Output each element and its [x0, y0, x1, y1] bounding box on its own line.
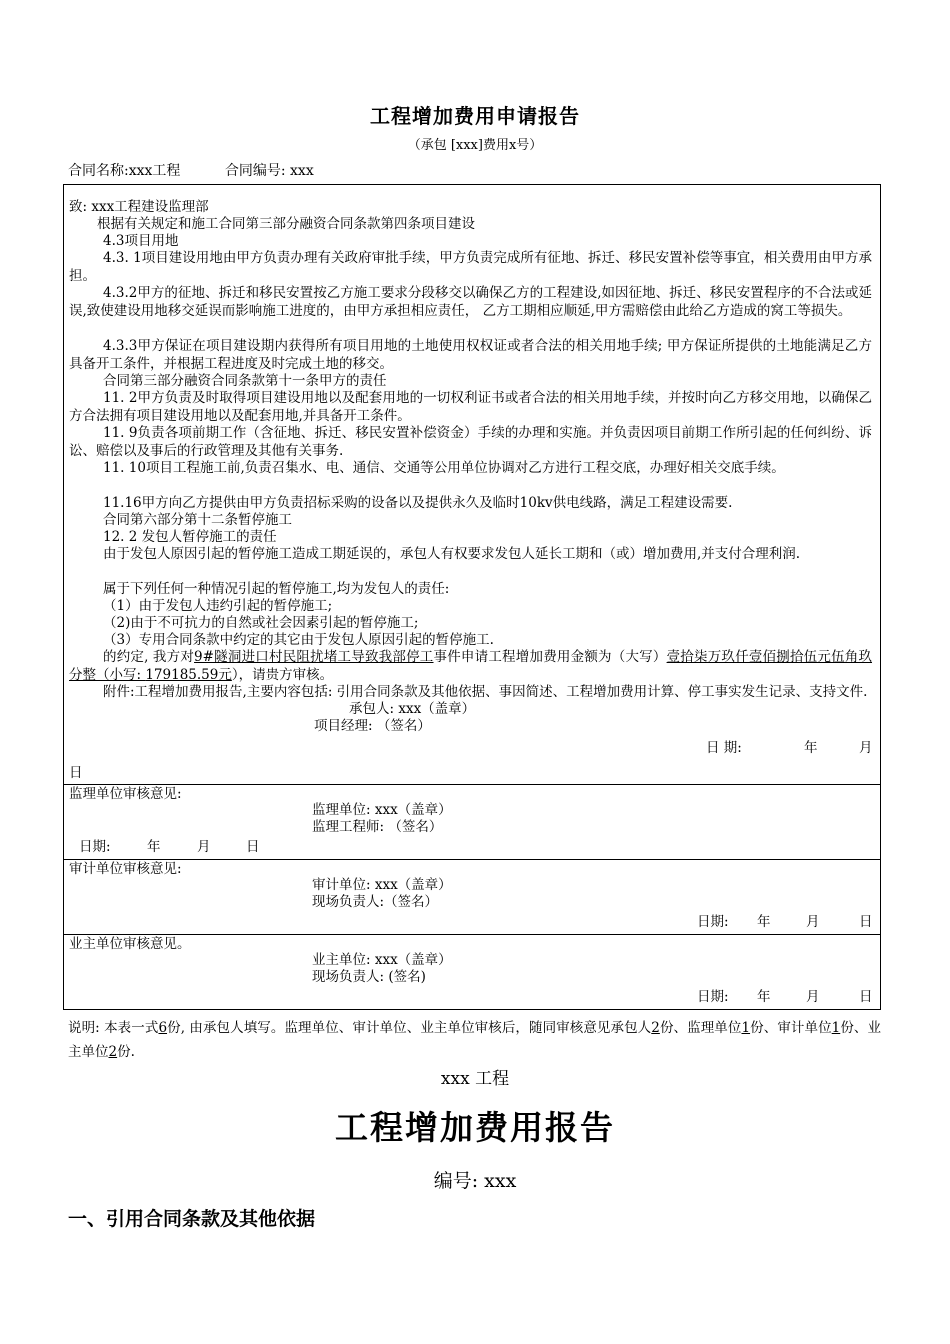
audit-label: 审计单位审核意见:: [69, 861, 182, 877]
audit-year: 年: [757, 914, 771, 930]
audit-month: 月: [806, 914, 820, 930]
owner-date-label: 日期:: [697, 989, 729, 1005]
owner-year: 年: [757, 989, 771, 1005]
project-manager-signature: 项目经理: （签名）: [314, 718, 431, 734]
audit-day: 日: [859, 914, 873, 930]
audit-unit: 审计单位: xxx（盖章）: [312, 877, 452, 893]
supervision-year: 年: [147, 839, 161, 855]
event-name: 9#隧洞进口村民阻扰堵工导致我部停工: [194, 649, 434, 665]
supervision-review-section: [63, 784, 881, 860]
para-delay: 由于发包人原因引起的暂停施工造成工期延误的，承包人有权要求发包人延长工期和（或）增加费用,并支付合理利润.: [103, 546, 801, 562]
para-responsibility: 属于下列任何一种情况引起的暂停施工,均为发包人的责任:: [103, 581, 450, 597]
audit-review-section: [63, 859, 881, 935]
report-number: 编号: xxx: [433, 1170, 517, 1192]
supervision-day: 日: [246, 839, 260, 855]
para-case-2: （2)由于不可抗力的自然或社会因素引起的暂停施工;: [103, 615, 419, 631]
owner-month: 月: [806, 989, 820, 1005]
date-day: 日: [69, 765, 83, 781]
para-4-3-2: 4.3.2甲方的征地、拆迁和移民安置按乙方施工要求分段移交以确保乙方的工程建设,如因征地、拆迁、移民安置程序的不合法或延误,致使建设用地移交延误而影响施工进度的，由甲方承担相应责任， 乙方工期相应顺延,甲方需赔偿由此给乙方造成的窝工等损失。: [69, 285, 872, 319]
date-label: 日 期:: [706, 740, 742, 756]
supervision-engineer: 监理工程师: （签名）: [312, 819, 443, 835]
addressee: 致: xxx工程建设监理部: [69, 199, 209, 215]
distribution-note: 说明: 本表一式6份, 由承包人填写。监理单位、审计单位、业主单位审核后，随同审核意见承包人2份、监理单位1份、审计单位1份、业主单位2份.: [68, 1020, 882, 1060]
para-12-2: 12. 2 发包人暂停施工的责任: [103, 529, 277, 545]
attachment-note: 附件:工程增加费用报告,主要内容包括: 引用合同条款及其他依据、事因简述、工程增加费用计算、停工事实发生记录、支持文件.: [103, 684, 868, 700]
date-year: 年: [804, 740, 818, 756]
page-title: 工程增加费用申请报告: [370, 104, 580, 128]
owner-unit: 业主单位: xxx（盖章）: [312, 952, 452, 968]
contract-name: 合同名称:xxx工程: [68, 163, 181, 179]
para-case-3: （3）专用合同条款中约定的其它由于发包人原因引起的暂停施工.: [103, 632, 494, 648]
owner-review-section: [63, 934, 881, 1010]
para-11-10: 11. 10项目工程施工前,负责召集水、电、通信、交通等公用单位协调对乙方进行工程交底，办理好相关交底手续。: [103, 460, 785, 476]
para-4-3: 4.3项目用地: [103, 233, 179, 249]
owner-day: 日: [859, 989, 873, 1005]
para-article-12: 合同第六部分第十二条暂停施工: [103, 512, 292, 528]
amount-in-words: 壹拾柒万玖仟壹佰捌拾伍元伍角玖分整: [69, 649, 873, 683]
audit-date-label: 日期:: [697, 914, 729, 930]
supervision-label: 监理单位审核意见:: [69, 786, 182, 802]
para-case-1: （1）由于发包人违约引起的暂停施工;: [103, 598, 333, 614]
para-11-16: 11.16甲方向乙方提供由甲方负责招标采购的设备以及提供永久及临时10kv供电线路，满足工程建设需要.: [103, 495, 733, 511]
supervision-date-label: 日期:: [79, 839, 111, 855]
amount-in-digits: 179185.59元: [145, 666, 232, 683]
project-name: xxx 工程: [440, 1069, 510, 1089]
para-basis: 根据有关规定和施工合同第三部分融资合同条款第四条项目建设: [97, 216, 475, 232]
owner-label: 业主单位审核意见。: [69, 936, 191, 952]
para-11-9: 11. 9负责各项前期工作（含征地、拆迁、移民安置补偿资金）手续的办理和实施。并负责因项目前期工作所引起的任何纠纷、诉讼、赔偿以及事后的行政管理及其他有关事务.: [69, 425, 872, 459]
supervision-unit: 监理单位: xxx（盖章）: [312, 802, 452, 818]
audit-person: 现场负责人:（签名）: [312, 894, 439, 910]
owner-person: 现场负责人: (签名): [312, 969, 426, 985]
application-section: [63, 184, 881, 785]
claim-statement: 的约定, 我方对9#隧洞进口村民阻扰堵工导致我部停工事件申请工程增加费用金额为（大写）壹拾柒万玖仟壹佰捌拾伍元伍角玖分整（小写: 179185.59元），请贵方审核。: [69, 649, 873, 683]
form-number: （承包 [xxx]费用x号）: [407, 138, 543, 153]
contract-no: 合同编号: xxx: [224, 163, 314, 179]
para-article-11: 合同第三部分融资合同条款第十一条甲方的责任: [103, 373, 387, 389]
section-heading: 一、引用合同条款及其他依据: [68, 1208, 316, 1230]
report-title: 工程增加费用报告: [335, 1108, 615, 1147]
para-11-2: 11. 2甲方负责及时取得项目建设用地以及配套用地的一切权利证书或者合法的相关用地手续，并按时向乙方移交用地，以确保乙方合法拥有项目建设用地以及配套用地,并具备开工条件。: [69, 390, 872, 424]
para-4-3-3: 4.3.3甲方保证在项目建设期内获得所有项目用地的土地使用权权证或者合法的相关用地手续; 甲方保证所提供的土地能满足乙方具备开工条件，并根据工程进度及时完成土地的移交。: [69, 338, 872, 372]
contract-info: [68, 160, 354, 180]
date-month: 月: [859, 740, 873, 756]
contractor-signature: 承包人: xxx（盖章）: [349, 701, 476, 717]
para-4-3-1: 4.3. 1项目建设用地由甲方负责办理有关政府审批手续，甲方负责完成所有征地、拆迁、移民安置补偿等事宜，相关费用由甲方承担。: [69, 250, 872, 284]
supervision-month: 月: [197, 839, 211, 855]
